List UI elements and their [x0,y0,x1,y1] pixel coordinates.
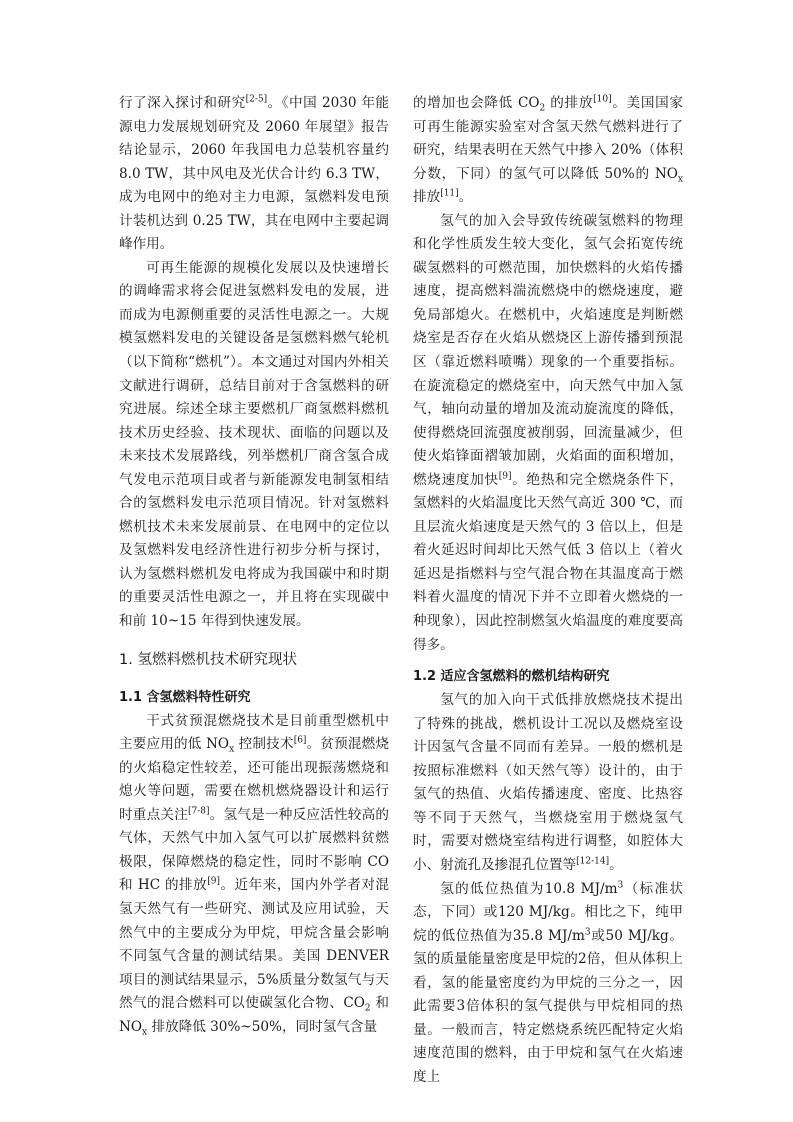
subsection-heading: 1.1 含氢燃料特性研究 [119,689,251,705]
paragraph: 氢气的加入向干式低排放燃烧技术提出了特殊的挑战，燃机设计工况以及燃烧室设计因氢气含量不同而有差异。一般的燃机是按照标准燃料（如天然气等）设计的，由于氢气的热值、火焰传播速度、密度、比热容等不同于天然气，当燃烧室用于燃烧氢气时，需要对燃烧室结构进行调整，如腔体大小、射流孔及掺混孔位置等[12-14]。 [413,692,683,873]
citation: [10] [593,94,612,105]
paragraph: 可再生能源的规模化发展以及快速增长的调峰需求将会促进氢燃料发电的发展，进而成为电源侧重要的灵活性电源之一。大规模氢燃料发电的关键设备是氢燃料燃气轮机（以下简称“燃机”）。本文通过对国内外相关文献进行调研，总结目前对于含氢燃料的研究进展。综述全球主要燃机厂商氢燃料燃机技术历史经验、技术现状、面临的问题以及未来技术发展路线，列举燃机厂商含氢合成气发电示范项目或者与新能源发电制氢相结合的氢燃料发电示范项目情况。针对氢燃料燃机技术未来发展前景、在电网中的定位以及氢燃料发电经济性进行初步分析与探讨，认为氢燃料燃机发电将成为我国碳中和时期的重要灵活性电源之一，并且将在实现碳中和前 10~15 年得到快速发展。 [119,259,389,630]
citation: [11] [440,188,459,199]
subsection-heading: 1.2 适应含氢燃料的燃机结构研究 [413,669,610,685]
citation: [7-8] [188,806,210,817]
right-column [413,92,683,1089]
paragraph: 氢气的加入会导致传统碳氢燃料的物理和化学性质发生较大变化，氢气会拓宽传统碳氢燃料的可燃范围，加快燃料的火焰传播速度，提高燃料湍流燃烧中的燃烧速度，避免局部熄火。在燃机中，火焰速度是判断燃烧室是否存在火焰从燃烧区上游传播到预混区（靠近燃料喷嘴）现象的一个重要指标。在旋流稳定的燃烧室中，向天然气中加入氢气，轴向动量的增加及流动旋流度的降低，使得燃烧回流强度被削弱，回流量减少，但使火焰锋面褶皱加剧，火焰面的面积增加，燃烧速度加快[9]。绝热和完全燃烧条件下，氢燃料的火焰温度比天然气高近 300 ℃，而且层流火焰速度是天然气的 3 倍以上，但是着火延迟时间却比天然气低 3 倍以上（着火延迟是指燃料与空气混合物在其温度高于燃料着火温度的情况下并不立即着火燃烧的一种现象），因此控制燃氢火焰温度的难度要高得多。 [413,212,683,653]
citation: [6] [293,735,307,746]
paragraph: 氢的低位热值为10.8 $MJ/m^3$（标准状态，下同）或120 MJ/kg。相比之下，纯甲烷的低位热值为35.8 $MJ/m^3$或50 MJ/kg。氢的质量能量密度是甲烷的2倍，但从体积上看，氢的能量密度约为甲烷的三分之一，因此需要3倍体积的氢气提供与甲烷相同的热量。一般而言，特定燃烧系统匹配特定火焰速度范围的燃料，由于甲烷和氢气在火焰速度上 [413,879,683,1085]
section-heading: 1. 氢燃料燃机技术研究现状 [119,651,297,668]
citation: [9] [207,876,220,887]
paragraph: 的增加也会降低 $CO_2$ 的排放[10]。美国国家可再生能源实验室对含氢天然气燃料进行了研究，结果表明在天然气中掺入 20%（体积分数，下同）的氢气可以降低 50%的 $NO_x$ 排放[11]。 [413,94,683,206]
citation: [12-14] [576,856,610,867]
left-column [119,92,389,1039]
paragraph: 行了深入探讨和研究[2-5]。《中国 2030 年能源电力发展规划研究及 2060 年展望》报告结论显示，2060 年我国电力总装机容量约 8.0 TW，其中风电及光伏合计约 6.3 TW，成为电网中的绝对主力电源，氢燃料发电预计装机达到 0.25 TW，其在电网中主要起调峰作用。 [119,94,390,253]
citation: [9] [498,471,512,482]
paragraph: 干式贫预混燃烧技术是目前重型燃机中主要应用的低 $NO_x$ 控制技术[6]。贫预混燃烧的火焰稳定性较差，还可能出现振荡燃烧和熄火等问题，需要在燃机燃烧器设计和运行时重点关注[7-8]。氢气是一种反应活性较高的气体，天然气中加入氢气可以扩展燃料贫燃极限，保障燃烧的稳定性，同时不影响 CO 和 HC 的排放[9]。近年来，国内外学者对混氢天然气有一些研究、测试及应用试验，天然气中的主要成分为甲烷，甲烷含量会影响不同氢气含量的测试结果。美国 DENVER 项目的测试结果显示，5%质量分数氢气与天然气的混合燃料可以使碳氢化合物、$CO_2$ 和 $NO_x$ 排放降低 30%~50%，同时氢气含量 [119,712,390,1038]
citation: [2-5] [245,94,268,105]
